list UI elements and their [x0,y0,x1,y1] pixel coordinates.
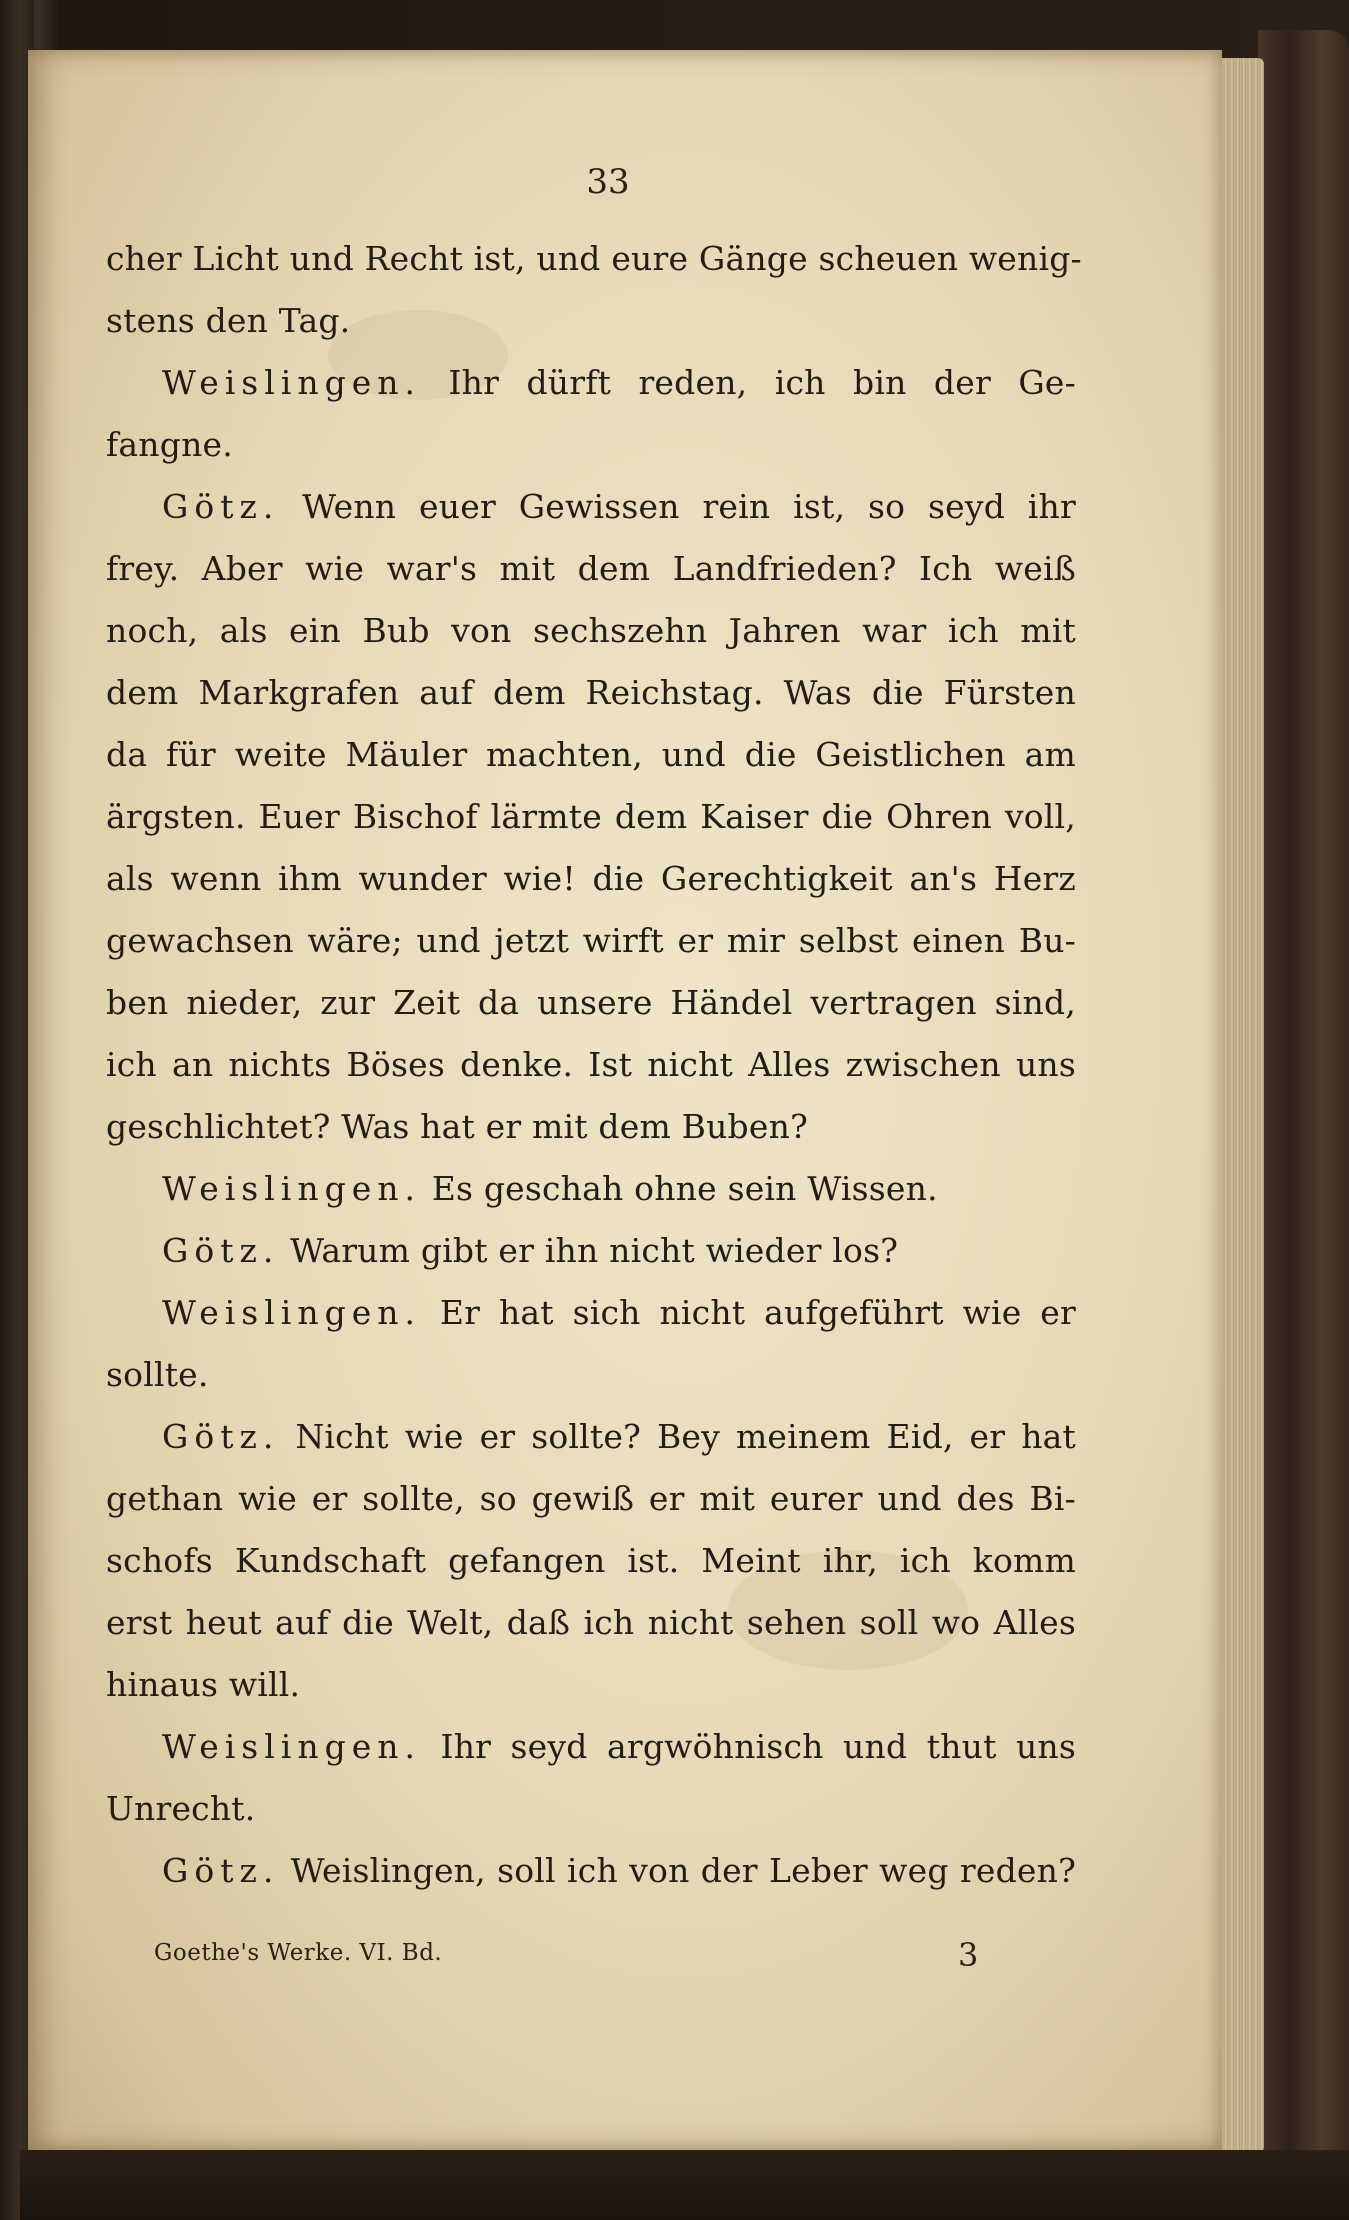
speaker-name: Götz. [162,487,280,526]
line-text: erst heut auf die Welt, daß ich nicht sehen soll wo Alles [106,1603,1076,1642]
text-line [106,600,1076,662]
line-text: Weislingen, soll ich von der Leber weg reden? [290,1851,1076,1890]
text-line [106,1592,1076,1654]
line-text: geschlichtet? Was hat er mit dem Buben? [106,1107,808,1146]
line-text: gethan wie er sollte, so gewiß er mit eurer und des Bi- [106,1479,1076,1518]
text-line [106,476,1076,538]
right-cover-edge [1258,30,1349,2180]
line-text: ärgsten. Euer Bischof lärmte dem Kaiser die Ohren voll, [106,797,1076,836]
speaker-name: Weislingen. [162,1169,422,1208]
line-text: Es geschah ohne sein Wissen. [431,1169,938,1208]
line-text: ich an nichts Böses denke. Ist nicht Alles zwischen uns [106,1045,1076,1084]
text-line [106,786,1076,848]
line-text: Wenn euer Gewissen rein ist, so seyd ihr [302,487,1076,526]
page-number: 33 [586,162,630,202]
text-line [106,290,1076,352]
text-line [106,228,1082,290]
line-text: ben nieder, zur Zeit da unsere Händel vertragen sind, [106,983,1076,1022]
text-line [106,1406,1076,1468]
text-line [106,910,1076,972]
bottom-cover-edge [20,2150,1349,2220]
speaker-name: Götz. [162,1231,280,1270]
page-body-text [106,228,1082,1902]
line-text: hinaus will. [106,1665,301,1704]
text-line [106,1220,1076,1282]
line-text: schofs Kundschaft gefangen ist. Meint ihr, ich komm [106,1541,1076,1580]
text-line [106,972,1076,1034]
line-text: da für weite Mäuler machten, und die Geistlichen am [106,735,1076,774]
text-line [106,1530,1076,1592]
line-text: Warum gibt er ihn nicht wieder los? [290,1231,899,1270]
text-line [106,352,1076,414]
text-line [106,1840,1076,1902]
line-text: sollte. [106,1355,209,1394]
text-line [106,414,1076,476]
text-line [106,724,1076,786]
text-line [106,662,1076,724]
text-line [106,848,1076,910]
text-line [106,1344,1076,1406]
line-text: Ihr dürft reden, ich bin der Ge- [448,363,1076,402]
footer-sheet-mark: 3 [958,1936,979,1974]
line-text: cher Licht und Recht ist, und eure Gänge scheuen wenig- [106,239,1082,278]
line-text: Er hat sich nicht aufgeführt wie er [439,1293,1076,1332]
footer-signature: Goethe's Werke. VI. Bd. [154,1940,443,1966]
text-line [106,1716,1076,1778]
speaker-name: Weislingen. [162,363,422,402]
speaker-name: Weislingen. [162,1727,422,1766]
text-line [106,1034,1076,1096]
line-text: gewachsen wäre; und jetzt wirft er mir selbst einen Bu- [106,921,1076,960]
text-line [106,1468,1076,1530]
line-text: Ihr seyd argwöhnisch und thut uns [440,1727,1076,1766]
speaker-name: Götz. [162,1417,280,1456]
text-line [106,1158,1076,1220]
line-text: Nicht wie er sollte? Bey meinem Eid, er hat [295,1417,1076,1456]
line-text: als wenn ihm wunder wie! die Gerechtigkeit an's Herz [106,859,1076,898]
speaker-name: Götz. [162,1851,280,1890]
line-text: stens den Tag. [106,301,351,340]
page-stack-edge [1216,58,1264,2153]
text-line [106,1282,1076,1344]
speaker-name: Weislingen. [162,1293,422,1332]
text-line [106,1096,1076,1158]
line-text: Unrecht. [106,1789,256,1828]
book-page [28,50,1222,2150]
line-text: noch, als ein Bub von sechszehn Jahren war ich mit [106,611,1076,650]
text-line [106,538,1076,600]
line-text: frey. Aber wie war's mit dem Landfrieden? Ich weiß [106,549,1076,588]
line-text: fangne. [106,425,233,464]
line-text: dem Markgrafen auf dem Reichstag. Was die Fürsten [106,673,1076,712]
text-line [106,1654,1076,1716]
text-line [106,1778,1076,1840]
